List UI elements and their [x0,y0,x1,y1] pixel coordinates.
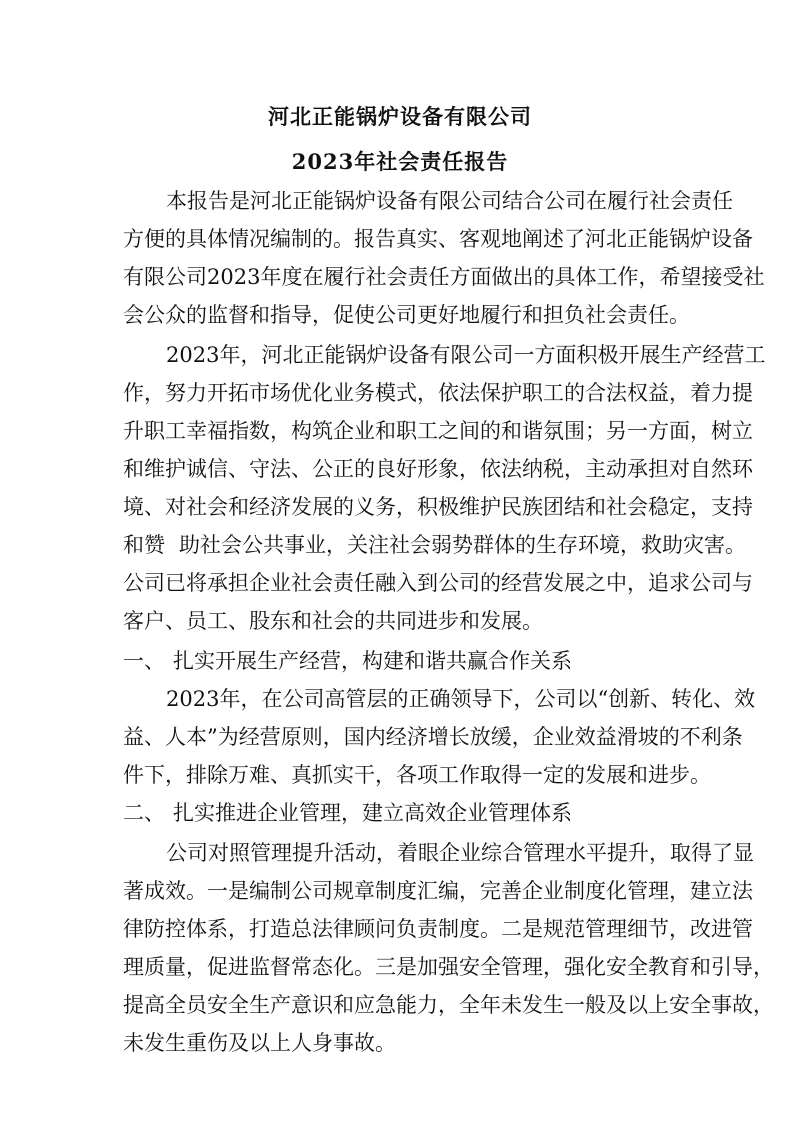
overview-line: 2023年，河北正能锅炉设备有限公司一方面积极开展生产经营工 [166,343,766,367]
section-2-line: 未发生重伤及以上人身事故。 [123,1031,396,1055]
section-2-line: 著成效。一是编制公司规章制度汇编，完善企业制度化管理，建立法 [123,879,753,903]
section-2-heading [123,797,572,829]
overview-line-part: 和赞 [123,533,165,557]
section-2-line: 理质量，促进监督常态化。三是加强安全管理，强化安全教育和引导， [123,955,774,979]
overview-line: 公司已将承担企业社会责任融入到公司的经营发展之中，追求公司与 [123,571,753,595]
overview-line-part: 助社会公共事业，关注社会弱势群体的生存环境，救助灾害。 [179,533,746,557]
section-1-line: 2023年，在公司高管层的正确领导下，公司以“创新、转化、效 [166,687,756,711]
section-1-number: 一、 [123,649,165,673]
overview-line: 境、对社会和经济发展的义务，积极维护民族团结和社会稳定，支持 [123,495,753,519]
section-2-line: 律防控体系，打造总法律顾问负责制度。二是规范管理细节，改进管 [123,917,753,941]
overview-line: 升职工幸福指数，构筑企业和职工之间的和谐氛围；另一方面，树立 [123,419,753,443]
section-1-line: 件下，排除万难、真抓实干，各项工作取得一定的发展和进步。 [123,763,711,787]
intro-line: 本报告是河北正能锅炉设备有限公司结合公司在履行社会责任 [166,189,733,213]
overview-line: 作，努力开拓市场优化业务模式，依法保护职工的合法权益，着力提 [123,381,753,405]
section-2-number: 二、 [123,801,165,825]
section-1-line: 益、人本”为经营原则，国内经济增长放缓，企业效益滑坡的不利条 [123,725,743,749]
intro-line: 方便的具体情况编制的。报告真实、客观地阐述了河北正能锅炉设备 [123,227,753,251]
company-title: 河北正能锅炉设备有限公司 [268,104,532,129]
intro-line: 有限公司2023年度在履行社会责任方面做出的具体工作，希望接受社 [123,265,765,289]
section-2-line: 提高全员安全生产意识和应急能力，全年未发生一般及以上安全事故， [123,993,774,1017]
section-1-heading [123,645,572,677]
overview-line: 客户、员工、股东和社会的共同进步和发展。 [123,609,543,633]
report-title: 2023年社会责任报告 [291,149,509,174]
section-1-title: 扎实开展生产经营，构建和谐共赢合作关系 [173,649,572,673]
overview-line [123,529,746,561]
intro-line: 会公众的监督和指导，促使公司更好地履行和担负社会责任。 [123,303,690,327]
section-2-line: 公司对照管理提升活动，着眼企业综合管理水平提升，取得了显 [166,841,754,865]
section-2-title: 扎实推进企业管理，建立高效企业管理体系 [173,801,572,825]
overview-line: 和维护诚信、守法、公正的良好形象，依法纳税，主动承担对自然环 [123,457,753,481]
